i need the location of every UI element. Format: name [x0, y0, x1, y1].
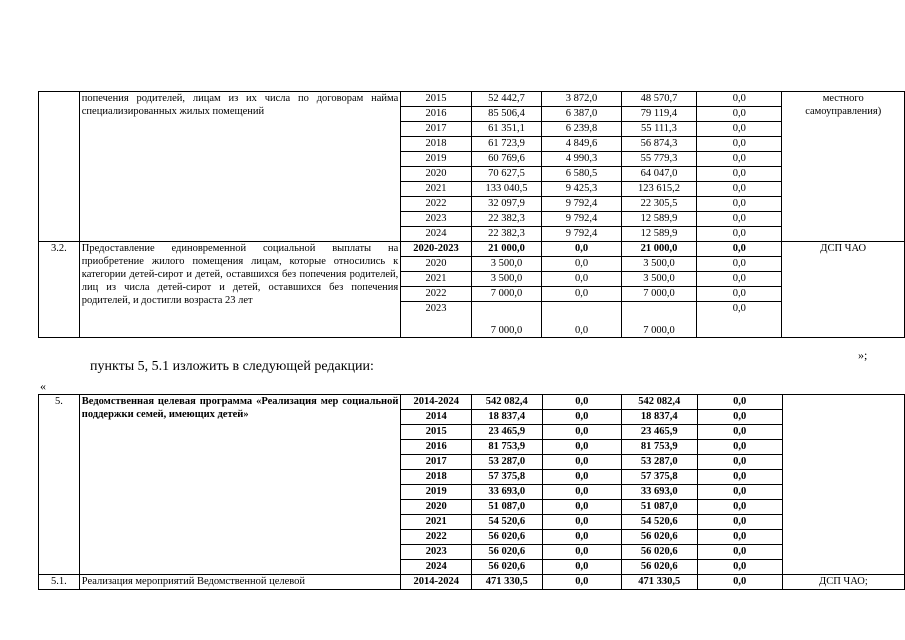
year-cell: 2020 — [401, 167, 472, 182]
item-description: Предоставление единовременной социальной выплаты на приобретение жилого помещения лицам, которые относились к категории детей-сирот и детей, оставшихся без попечения родителей, лиц из числа детей-сирот и детей, оставшихся без попечения родителей, и достигли возраста 23 лет — [79, 242, 400, 338]
amount-cell: 0,0 — [697, 92, 782, 107]
amount-cell: 0,0 — [697, 242, 782, 257]
responsible-party: местного самоуправления) — [782, 92, 905, 242]
amount-cell: 0,0 — [697, 287, 782, 302]
year-cell: 2015 — [401, 425, 472, 440]
amount-cell: 70 627,5 — [471, 167, 542, 182]
amount-cell: 21 000,0 — [471, 242, 542, 257]
year-cell: 2021 — [401, 272, 472, 287]
amount-cell: 0,0 — [542, 302, 621, 338]
year-cell: 2014-2024 — [401, 395, 472, 410]
table-row — [39, 92, 905, 107]
amount-cell: 56 020,6 — [621, 560, 697, 575]
amount-cell: 0,0 — [697, 515, 782, 530]
amount-cell: 22 305,5 — [621, 197, 696, 212]
amount-cell: 57 375,8 — [621, 470, 697, 485]
amount-cell: 9 792,4 — [542, 212, 621, 227]
amount-cell: 0,0 — [542, 575, 621, 590]
amount-cell: 3 500,0 — [471, 257, 542, 272]
year-cell: 2018 — [401, 470, 472, 485]
year-cell: 2021 — [401, 182, 472, 197]
amount-cell: 57 375,8 — [472, 470, 543, 485]
amount-cell: 3 500,0 — [621, 257, 696, 272]
amount-cell: 0,0 — [542, 272, 621, 287]
amount-cell: 0,0 — [697, 530, 782, 545]
amount-cell: 123 615,2 — [621, 182, 696, 197]
amount-cell: 6 387,0 — [542, 107, 621, 122]
year-cell: 2014 — [401, 410, 472, 425]
amount-cell: 12 589,9 — [621, 212, 696, 227]
amount-cell: 0,0 — [697, 425, 782, 440]
amount-cell: 56 020,6 — [621, 545, 697, 560]
amount-cell: 0,0 — [542, 395, 621, 410]
amount-cell: 33 693,0 — [472, 485, 543, 500]
amount-cell: 0,0 — [697, 257, 782, 272]
amount-cell: 6 239,8 — [542, 122, 621, 137]
year-cell: 2022 — [401, 197, 472, 212]
amount-cell: 0,0 — [542, 545, 621, 560]
amount-cell: 0,0 — [542, 530, 621, 545]
amount-cell: 0,0 — [697, 107, 782, 122]
item-number — [39, 92, 80, 242]
amount-cell: 53 287,0 — [472, 455, 543, 470]
amount-cell: 0,0 — [542, 455, 621, 470]
amount-cell: 54 520,6 — [621, 515, 697, 530]
amount-cell: 6 580,5 — [542, 167, 621, 182]
year-cell: 2022 — [401, 287, 472, 302]
amount-cell: 0,0 — [542, 425, 621, 440]
amount-cell: 0,0 — [542, 242, 621, 257]
year-cell: 2021 — [401, 515, 472, 530]
amount-cell: 7 000,0 — [621, 287, 696, 302]
table-row — [39, 242, 905, 257]
amount-cell: 9 792,4 — [542, 227, 621, 242]
responsible-party: ДСП ЧАО — [782, 242, 905, 338]
amount-cell: 3 872,0 — [542, 92, 621, 107]
amount-cell: 0,0 — [697, 302, 782, 338]
year-cell: 2018 — [401, 137, 472, 152]
amount-cell: 0,0 — [697, 545, 782, 560]
amount-cell: 0,0 — [542, 470, 621, 485]
amount-cell: 55 111,3 — [621, 122, 696, 137]
closing-quote: »; — [858, 348, 868, 362]
amount-cell: 0,0 — [542, 515, 621, 530]
amount-cell: 4 849,6 — [542, 137, 621, 152]
amount-cell: 0,0 — [697, 440, 782, 455]
year-cell: 2016 — [401, 440, 472, 455]
amount-cell: 56 020,6 — [621, 530, 697, 545]
item-description: Ведомственная целевая программа «Реализация мер социальной поддержки семей, имеющих детей» — [79, 395, 401, 575]
amount-cell: 0,0 — [697, 197, 782, 212]
amount-cell: 33 693,0 — [621, 485, 697, 500]
amount-cell: 0,0 — [542, 257, 621, 272]
amount-cell: 18 837,4 — [472, 410, 543, 425]
amount-cell: 60 769,6 — [471, 152, 542, 167]
amount-cell: 9 792,4 — [542, 197, 621, 212]
item-description: попечения родителей, лицам из их числа по договорам найма специализированных жилых помещений — [79, 92, 400, 242]
amount-cell: 3 500,0 — [621, 272, 696, 287]
amount-cell: 18 837,4 — [621, 410, 697, 425]
amount-cell: 471 330,5 — [472, 575, 543, 590]
amount-cell: 22 382,3 — [471, 227, 542, 242]
responsible-party — [782, 395, 904, 575]
amount-cell: 81 753,9 — [621, 440, 697, 455]
year-cell: 2024 — [401, 227, 472, 242]
year-cell: 2024 — [401, 560, 472, 575]
amount-cell: 542 082,4 — [621, 395, 697, 410]
amount-cell: 3 500,0 — [471, 272, 542, 287]
amount-cell: 0,0 — [542, 410, 621, 425]
year-cell: 2019 — [401, 152, 472, 167]
amount-cell: 21 000,0 — [621, 242, 696, 257]
amount-cell: 81 753,9 — [472, 440, 543, 455]
amount-cell: 7 000,0 — [621, 302, 696, 338]
amount-cell: 51 087,0 — [472, 500, 543, 515]
amount-cell: 56 020,6 — [472, 545, 543, 560]
amount-cell: 0,0 — [697, 182, 782, 197]
amount-cell: 85 506,4 — [471, 107, 542, 122]
item-description: Реализация мероприятий Ведомственной целевой — [79, 575, 401, 590]
year-cell: 2020 — [401, 257, 472, 272]
year-cell: 2022 — [401, 530, 472, 545]
opening-quote: « — [40, 379, 46, 393]
amount-cell: 542 082,4 — [472, 395, 543, 410]
amount-cell: 22 382,3 — [471, 212, 542, 227]
responsible-party: ДСП ЧАО; — [782, 575, 904, 590]
amount-cell: 61 723,9 — [471, 137, 542, 152]
amount-cell: 0,0 — [697, 470, 782, 485]
amount-cell: 53 287,0 — [621, 455, 697, 470]
amount-cell: 7 000,0 — [471, 302, 542, 338]
year-cell: 2014-2024 — [401, 575, 472, 590]
amount-cell: 48 570,7 — [621, 92, 696, 107]
amount-cell: 23 465,9 — [472, 425, 543, 440]
year-cell: 2020-2023 — [401, 242, 472, 257]
table-row — [39, 395, 905, 410]
amount-cell: 9 425,3 — [542, 182, 621, 197]
amount-cell: 0,0 — [697, 167, 782, 182]
year-cell: 2017 — [401, 455, 472, 470]
amount-cell: 471 330,5 — [621, 575, 697, 590]
amendment-instruction: пункты 5, 5.1 изложить в следующей редакции: — [90, 359, 374, 374]
year-cell: 2023 — [401, 212, 472, 227]
amount-cell: 0,0 — [542, 560, 621, 575]
amount-cell: 0,0 — [697, 212, 782, 227]
amount-cell: 0,0 — [697, 152, 782, 167]
year-cell: 2023 — [401, 545, 472, 560]
amount-cell: 0,0 — [697, 560, 782, 575]
year-cell: 2015 — [401, 92, 472, 107]
amount-cell: 0,0 — [697, 485, 782, 500]
amount-cell: 0,0 — [697, 137, 782, 152]
amount-cell: 0,0 — [542, 440, 621, 455]
amount-cell: 0,0 — [542, 500, 621, 515]
year-cell: 2016 — [401, 107, 472, 122]
amount-cell: 0,0 — [697, 500, 782, 515]
amount-cell: 0,0 — [697, 122, 782, 137]
amount-cell: 0,0 — [542, 287, 621, 302]
amount-cell: 79 119,4 — [621, 107, 696, 122]
amount-cell: 32 097,9 — [471, 197, 542, 212]
item-number: 5. — [39, 395, 80, 575]
amount-cell: 56 020,6 — [472, 530, 543, 545]
amount-cell: 51 087,0 — [621, 500, 697, 515]
year-cell: 2023 — [401, 302, 472, 338]
amount-cell: 52 442,7 — [471, 92, 542, 107]
program-table-bottom — [38, 394, 905, 590]
amount-cell: 4 990,3 — [542, 152, 621, 167]
amount-cell: 23 465,9 — [621, 425, 697, 440]
amount-cell: 56 874,3 — [621, 137, 696, 152]
amount-cell: 7 000,0 — [471, 287, 542, 302]
amount-cell: 0,0 — [697, 272, 782, 287]
year-cell: 2017 — [401, 122, 472, 137]
item-number: 5.1. — [39, 575, 80, 590]
amount-cell: 0,0 — [697, 575, 782, 590]
amount-cell: 55 779,3 — [621, 152, 696, 167]
amount-cell: 12 589,9 — [621, 227, 696, 242]
amount-cell: 0,0 — [697, 227, 782, 242]
year-cell: 2019 — [401, 485, 472, 500]
table-row — [39, 575, 905, 590]
amount-cell: 64 047,0 — [621, 167, 696, 182]
amount-cell: 61 351,1 — [471, 122, 542, 137]
amount-cell: 133 040,5 — [471, 182, 542, 197]
amount-cell: 0,0 — [697, 455, 782, 470]
program-table-top — [38, 91, 905, 338]
year-cell: 2020 — [401, 500, 472, 515]
amount-cell: 0,0 — [697, 395, 782, 410]
amount-cell: 0,0 — [542, 485, 621, 500]
amount-cell: 54 520,6 — [472, 515, 543, 530]
item-number: 3.2. — [39, 242, 80, 338]
amount-cell: 56 020,6 — [472, 560, 543, 575]
amount-cell: 0,0 — [697, 410, 782, 425]
